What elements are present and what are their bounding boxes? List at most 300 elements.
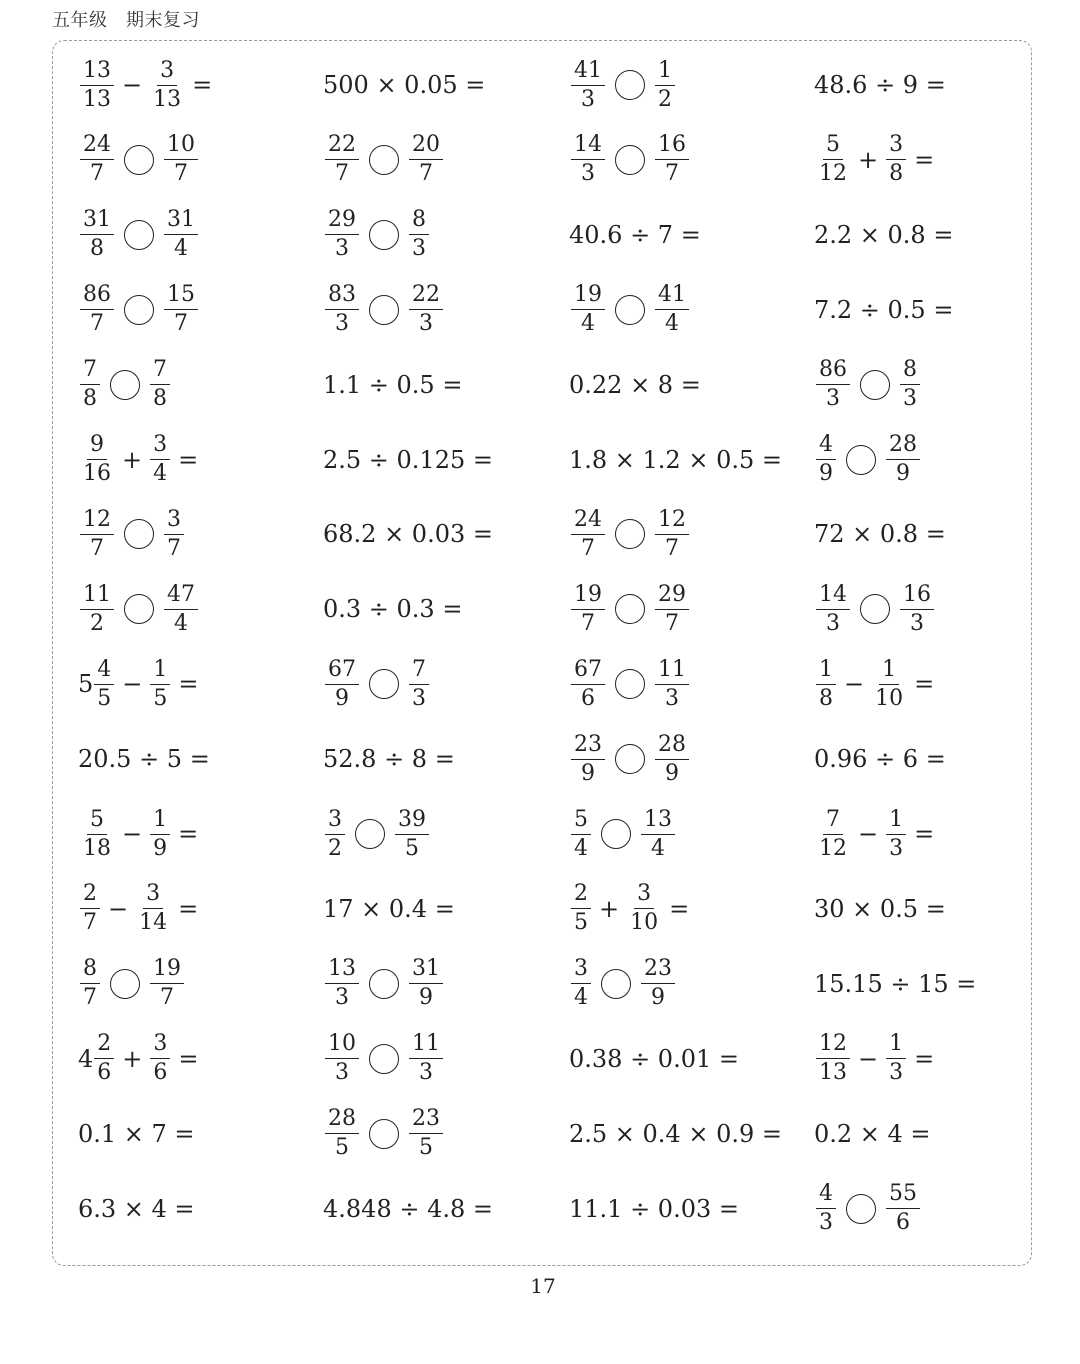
compare-circle[interactable] (369, 1044, 399, 1074)
denominator: 3 (335, 1060, 349, 1086)
fraction (571, 883, 591, 934)
problem-row (78, 423, 1038, 497)
denominator: 7 (167, 535, 181, 561)
fraction (409, 1033, 443, 1084)
denominator: 3 (665, 685, 679, 711)
fraction (325, 656, 359, 711)
fraction (571, 581, 605, 636)
numerator: 11 (655, 659, 689, 685)
operator: − (122, 71, 143, 99)
numerator: 29 (655, 584, 689, 610)
fraction (641, 958, 675, 1009)
fraction (655, 731, 689, 786)
numerator: 23 (641, 958, 675, 984)
numerator: 83 (325, 284, 359, 310)
numerator: 14 (816, 584, 850, 610)
denominator: 3 (889, 835, 904, 861)
denominator: 8 (83, 386, 97, 412)
denominator: 3 (889, 1060, 904, 1086)
fraction (409, 958, 443, 1009)
denominator: 3 (826, 386, 840, 412)
compare-circle[interactable] (601, 819, 631, 849)
compare-problem (78, 123, 200, 197)
compare-problem (78, 947, 186, 1021)
denominator: 16 (83, 461, 111, 486)
operator: + (599, 894, 620, 923)
fraction (816, 806, 850, 861)
numerator: 22 (409, 284, 443, 310)
numerator: 7 (823, 809, 843, 835)
operator: + (122, 445, 143, 474)
equals-sign: = (669, 894, 690, 923)
numerator: 28 (325, 1108, 359, 1134)
numerator: 41 (655, 284, 689, 310)
compare-problem (569, 647, 691, 721)
numerator: 13 (325, 958, 359, 984)
fraction (571, 656, 605, 711)
compare-problem (569, 797, 677, 871)
denominator: 3 (335, 311, 349, 337)
problem-cell (814, 872, 946, 946)
numerator: 31 (164, 209, 198, 235)
compare-problem (323, 797, 431, 871)
fraction (136, 883, 170, 934)
denominator: 13 (819, 1060, 847, 1086)
expression-text: 11.1 ÷ 0.03 = (569, 1194, 739, 1223)
denominator: 7 (419, 161, 433, 187)
problem-cell (814, 947, 976, 1021)
operator: − (108, 894, 129, 923)
equals-sign: = (178, 894, 199, 923)
denominator: 6 (97, 1060, 112, 1086)
problem-cell (569, 1097, 782, 1171)
operator: − (844, 670, 865, 699)
fraction-problem (78, 1022, 199, 1096)
numerator: 55 (886, 1183, 920, 1209)
equals-sign: = (914, 670, 935, 699)
denominator: 8 (889, 161, 904, 187)
problem-cell (814, 198, 953, 272)
fraction (872, 656, 906, 711)
numerator: 20 (409, 134, 443, 160)
compare-problem (323, 273, 445, 347)
fraction (641, 806, 675, 861)
expression-text: 2.5 ÷ 0.125 = (323, 445, 493, 474)
numerator: 3 (571, 958, 591, 984)
compare-circle[interactable] (615, 295, 645, 325)
denominator: 5 (405, 835, 419, 861)
numerator: 39 (395, 809, 429, 835)
denominator: 7 (335, 161, 349, 187)
fraction (886, 806, 906, 861)
compare-circle[interactable] (124, 519, 154, 549)
numerator: 16 (900, 584, 934, 610)
expression-text: 15.15 ÷ 15 = (814, 969, 977, 998)
problem-cell (78, 1097, 195, 1171)
fraction-problem (78, 423, 198, 497)
expression-text: 20.5 ÷ 5 = (78, 745, 210, 774)
compare-circle[interactable] (860, 370, 890, 400)
compare-circle[interactable] (369, 295, 399, 325)
fraction-problem (78, 797, 198, 871)
fraction (164, 581, 198, 636)
fraction (655, 57, 675, 112)
denominator: 3 (581, 161, 595, 187)
numerator: 5 (87, 809, 107, 835)
compare-problem (323, 947, 445, 1021)
compare-problem (78, 198, 200, 272)
problem-cell (78, 722, 210, 796)
problem-cell (569, 198, 701, 272)
operator: − (858, 820, 879, 848)
denominator: 5 (335, 1135, 349, 1161)
mixed-whole: 4 (78, 1044, 94, 1073)
denominator: 6 (581, 685, 595, 711)
denominator: 3 (910, 610, 924, 636)
problem-row (78, 123, 1038, 197)
expression-text: 6.3 × 4 = (78, 1194, 195, 1223)
fraction (150, 1033, 170, 1084)
fraction (900, 581, 934, 636)
problem-row (78, 872, 1038, 946)
compare-problem (814, 1172, 922, 1246)
denominator: 9 (665, 760, 679, 786)
denominator: 9 (651, 985, 665, 1011)
fraction (571, 731, 605, 786)
denominator: 7 (83, 985, 97, 1011)
compare-circle[interactable] (369, 1119, 399, 1149)
problem-cell (323, 348, 462, 422)
expression-text: 0.1 × 7 = (78, 1119, 195, 1148)
problem-row (78, 647, 1038, 721)
denominator: 7 (160, 985, 174, 1011)
numerator: 1 (150, 809, 170, 835)
numerator: 23 (409, 1108, 443, 1134)
numerator: 3 (150, 434, 170, 460)
compare-circle[interactable] (124, 594, 154, 624)
compare-circle[interactable] (860, 594, 890, 624)
expression-text: 68.2 × 0.03 = (323, 520, 493, 549)
fraction (325, 1033, 359, 1084)
numerator: 16 (655, 134, 689, 160)
fraction (816, 656, 836, 711)
denominator: 12 (819, 161, 847, 187)
numerator: 2 (94, 1033, 114, 1059)
denominator: 3 (412, 685, 426, 711)
fraction (886, 134, 906, 185)
denominator: 9 (419, 985, 433, 1011)
numerator: 3 (164, 509, 184, 535)
numerator: 19 (571, 584, 605, 610)
denominator: 5 (97, 685, 112, 711)
denominator: 13 (83, 86, 111, 112)
expression-text: 4.848 ÷ 4.8 = (323, 1194, 493, 1223)
denominator: 3 (581, 86, 595, 112)
numerator: 12 (816, 1033, 850, 1059)
compare-problem (323, 198, 431, 272)
fraction (150, 57, 184, 112)
problem-row (78, 572, 1038, 646)
fraction (816, 1033, 850, 1084)
denominator: 3 (419, 1060, 433, 1086)
denominator: 8 (153, 386, 167, 412)
operator: − (858, 1044, 879, 1073)
numerator: 86 (80, 284, 114, 310)
compare-circle[interactable] (369, 220, 399, 250)
expression-text: 72 × 0.8 = (814, 520, 946, 549)
numerator: 3 (325, 809, 345, 835)
denominator: 2 (90, 610, 104, 636)
fraction (655, 506, 689, 561)
compare-circle[interactable] (110, 969, 140, 999)
expression-text: 0.2 × 4 = (814, 1119, 931, 1148)
compare-circle[interactable] (369, 969, 399, 999)
equals-sign: = (178, 670, 199, 699)
problem-row (78, 722, 1038, 796)
numerator: 12 (655, 509, 689, 535)
compare-circle[interactable] (615, 594, 645, 624)
problem-row (78, 1097, 1038, 1171)
fraction (325, 209, 359, 260)
problem-row (78, 797, 1038, 871)
numerator: 47 (164, 584, 198, 610)
denominator: 7 (581, 610, 595, 636)
compare-circle[interactable] (355, 819, 385, 849)
fraction (80, 284, 114, 335)
denominator: 4 (174, 610, 188, 636)
expression-text: 40.6 ÷ 7 = (569, 220, 701, 249)
numerator: 1 (879, 659, 899, 685)
numerator: 4 (816, 1183, 836, 1209)
compare-circle[interactable] (110, 370, 140, 400)
fraction (80, 506, 114, 561)
fraction (655, 581, 689, 636)
numerator: 67 (571, 659, 605, 685)
fraction (164, 506, 184, 561)
numerator: 13 (641, 809, 675, 835)
denominator: 3 (903, 386, 917, 412)
problem-cell (78, 1172, 195, 1246)
denominator: 3 (412, 236, 426, 262)
compare-circle[interactable] (846, 1194, 876, 1224)
denominator: 9 (819, 461, 833, 486)
fraction (655, 656, 689, 711)
expression-text: 52.8 ÷ 8 = (323, 745, 455, 774)
problem-row (78, 947, 1038, 1021)
numerator: 24 (80, 134, 114, 160)
numerator: 29 (325, 209, 359, 235)
fraction (571, 506, 605, 561)
problem-row (78, 273, 1038, 347)
fraction (80, 806, 114, 861)
denominator: 4 (665, 311, 679, 337)
fraction (571, 134, 605, 185)
numerator: 41 (571, 60, 605, 86)
problem-row (78, 1172, 1038, 1246)
numerator: 3 (150, 1033, 170, 1059)
fraction (816, 1183, 836, 1234)
problem-cell (569, 423, 782, 497)
numerator: 3 (634, 883, 654, 909)
problem-cell (814, 273, 953, 347)
problem-row (78, 1022, 1038, 1096)
expression-text: 0.22 × 8 = (569, 370, 701, 399)
equals-sign: = (178, 1044, 199, 1073)
fraction (571, 806, 591, 861)
denominator: 7 (665, 161, 679, 187)
numerator: 24 (571, 509, 605, 535)
denominator: 4 (581, 311, 595, 337)
compare-circle[interactable] (369, 669, 399, 699)
fraction-problem (814, 797, 934, 871)
problem-cell (569, 1022, 739, 1096)
equals-sign: = (192, 71, 213, 99)
compare-circle[interactable] (615, 744, 645, 774)
operator: − (122, 670, 143, 699)
fraction (900, 359, 920, 410)
numerator: 4 (816, 434, 836, 460)
fraction (80, 57, 114, 112)
denominator: 5 (574, 910, 588, 936)
fraction (150, 656, 170, 711)
denominator: 9 (153, 835, 168, 861)
compare-circle[interactable] (369, 145, 399, 175)
problem-cell (814, 1097, 931, 1171)
compare-problem (569, 722, 691, 796)
denominator: 14 (139, 910, 168, 936)
numerator: 1 (655, 60, 675, 86)
fraction (80, 581, 114, 636)
compare-problem (323, 1097, 445, 1171)
fraction (325, 958, 359, 1009)
numerator: 9 (87, 434, 107, 460)
fraction (627, 883, 661, 934)
fraction (886, 434, 920, 485)
compare-circle[interactable] (601, 969, 631, 999)
fraction (655, 134, 689, 185)
numerator: 1 (886, 1033, 906, 1059)
denominator: 3 (335, 985, 349, 1011)
denominator: 12 (819, 835, 847, 861)
fraction (409, 1108, 443, 1159)
denominator: 7 (174, 311, 188, 337)
compare-circle[interactable] (124, 220, 154, 250)
numerator: 7 (150, 359, 170, 385)
numerator: 22 (325, 134, 359, 160)
problem-cell (323, 722, 455, 796)
fraction-problem (78, 872, 198, 946)
expression-text: 1.1 ÷ 0.5 = (323, 370, 463, 399)
fraction (816, 359, 850, 410)
expression-text: 2.5 × 0.4 × 0.9 = (569, 1119, 782, 1148)
operator: − (122, 820, 143, 848)
fraction (150, 958, 184, 1009)
fraction (325, 806, 345, 861)
compare-problem (78, 497, 186, 571)
compare-problem (814, 423, 922, 497)
fraction (395, 806, 429, 861)
denominator: 7 (90, 535, 104, 561)
denominator: 10 (875, 685, 904, 711)
expression-text: 17 × 0.4 = (323, 894, 455, 923)
expression-text: 30 × 0.5 = (814, 894, 946, 923)
mixed-whole: 5 (78, 670, 94, 699)
denominator: 2 (328, 835, 342, 861)
fraction (150, 434, 170, 485)
fraction (409, 209, 429, 260)
fraction (94, 1033, 114, 1084)
compare-circle[interactable] (615, 70, 645, 100)
denominator: 7 (581, 535, 595, 561)
compare-problem (569, 947, 677, 1021)
compare-circle[interactable] (615, 669, 645, 699)
numerator: 5 (571, 809, 591, 835)
denominator: 7 (665, 610, 679, 636)
compare-problem (569, 572, 691, 646)
denominator: 4 (174, 236, 188, 262)
compare-problem (569, 48, 677, 122)
problem-cell (323, 572, 462, 646)
numerator: 12 (80, 509, 114, 535)
compare-circle[interactable] (615, 519, 645, 549)
numerator: 1 (816, 659, 836, 685)
fraction (409, 134, 443, 185)
fraction-problem (569, 872, 689, 946)
fraction (571, 57, 605, 112)
compare-circle[interactable] (124, 145, 154, 175)
fraction (886, 1033, 906, 1084)
numerator: 19 (571, 284, 605, 310)
compare-problem (323, 647, 431, 721)
fraction (164, 284, 198, 335)
fraction (150, 359, 170, 410)
denominator: 3 (826, 610, 840, 636)
fraction (571, 284, 605, 335)
problem-cell (323, 1172, 493, 1246)
denominator: 4 (153, 461, 168, 486)
numerator: 1 (150, 659, 170, 685)
denominator: 7 (665, 535, 679, 561)
problem-row (78, 48, 1038, 122)
numerator: 19 (150, 958, 184, 984)
expression-text: 7.2 ÷ 0.5 = (814, 295, 954, 324)
compare-circle[interactable] (124, 295, 154, 325)
denominator: 6 (896, 1210, 910, 1235)
fraction (80, 958, 100, 1009)
denominator: 9 (335, 685, 349, 711)
numerator: 31 (80, 209, 114, 235)
denominator: 7 (83, 910, 97, 936)
denominator: 4 (651, 835, 665, 861)
equals-sign: = (914, 145, 935, 174)
expression-text: 1.8 × 1.2 × 0.5 = (569, 445, 782, 474)
denominator: 13 (153, 86, 182, 112)
compare-circle[interactable] (615, 145, 645, 175)
numerator: 2 (80, 883, 100, 909)
fraction (886, 1183, 920, 1234)
numerator: 13 (80, 60, 114, 86)
compare-circle[interactable] (846, 445, 876, 475)
fraction-problem (78, 48, 212, 122)
equals-sign: = (914, 1044, 935, 1073)
denominator: 7 (90, 311, 104, 337)
numerator: 7 (80, 359, 100, 385)
fraction (80, 209, 114, 260)
equals-sign: = (178, 445, 199, 474)
problem-cell (323, 423, 493, 497)
denominator: 4 (574, 985, 588, 1011)
problem-cell (814, 497, 946, 571)
